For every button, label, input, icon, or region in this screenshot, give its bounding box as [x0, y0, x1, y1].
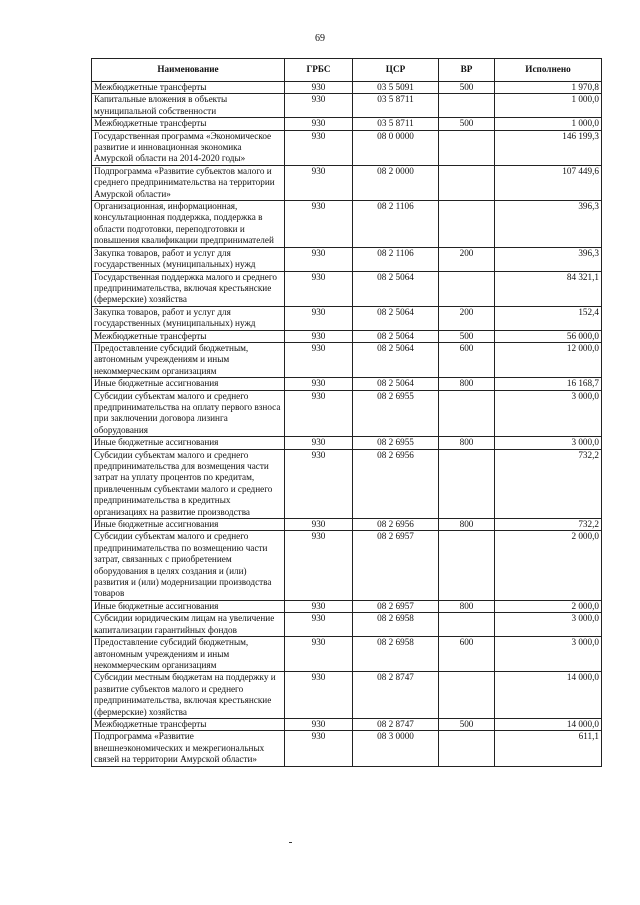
cell-csr: 03 5 5091 [353, 82, 439, 94]
cell-vr: 500 [439, 118, 495, 130]
cell-executed: 152,4 [495, 306, 602, 330]
cell-grbs: 930 [285, 330, 353, 342]
cell-executed: 2 000,0 [495, 531, 602, 600]
cell-vr: 200 [439, 306, 495, 330]
cell-executed: 84 321,1 [495, 271, 602, 306]
table-row [92, 378, 602, 390]
cell-grbs: 930 [285, 531, 353, 600]
cell-vr: 800 [439, 378, 495, 390]
cell-executed: 396,3 [495, 201, 602, 248]
cell-executed: 16 168,7 [495, 378, 602, 390]
cell-vr [439, 271, 495, 306]
cell-name: Иные бюджетные ассигнования [92, 437, 285, 449]
cell-grbs: 930 [285, 449, 353, 518]
header-vr: ВР [439, 59, 495, 82]
table-row [92, 449, 602, 518]
table-row [92, 390, 602, 437]
cell-vr: 200 [439, 247, 495, 271]
cell-grbs: 930 [285, 247, 353, 271]
cell-csr: 08 0 0000 [353, 130, 439, 165]
cell-executed: 12 000,0 [495, 342, 602, 377]
header-executed: Исполнено [495, 59, 602, 82]
cell-executed: 1 000,0 [495, 118, 602, 130]
cell-name: Государственная программа «Экономическое развитие и инновационная экономика Амурской области на 2014-2020 годы» [92, 130, 285, 165]
cell-grbs: 930 [285, 390, 353, 437]
cell-csr: 08 2 1106 [353, 247, 439, 271]
cell-name: Предоставление субсидий бюджетным, автономным учреждениям и иным некоммерческим организациям [92, 637, 285, 672]
cell-vr: 800 [439, 519, 495, 531]
cell-csr: 08 2 0000 [353, 165, 439, 200]
cell-grbs: 930 [285, 437, 353, 449]
table-row [92, 201, 602, 248]
budget-table [91, 58, 602, 767]
cell-csr: 08 2 6955 [353, 437, 439, 449]
table-row [92, 94, 602, 118]
cell-name: Субсидии субъектам малого и среднего предпринимательства на оплату первого взноса при заключении договора лизинга оборудования [92, 390, 285, 437]
cell-grbs: 930 [285, 718, 353, 730]
cell-grbs: 930 [285, 94, 353, 118]
cell-csr: 03 5 8711 [353, 94, 439, 118]
cell-csr: 08 2 5064 [353, 330, 439, 342]
cell-executed: 146 199,3 [495, 130, 602, 165]
cell-executed: 56 000,0 [495, 330, 602, 342]
table-row [92, 247, 602, 271]
cell-executed: 14 000,0 [495, 672, 602, 719]
header-grbs: ГРБС [285, 59, 353, 82]
cell-csr: 08 2 5064 [353, 306, 439, 330]
table-row [92, 731, 602, 766]
cell-vr [439, 201, 495, 248]
cell-name: Субсидии юридическим лицам на увеличение капитализации гарантийных фондов [92, 613, 285, 637]
cell-name: Организационная, информационная, консультационная поддержка, поддержка в области подготовки, переподготовки и повышения квалификации предпринимателей [92, 201, 285, 248]
cell-executed: 396,3 [495, 247, 602, 271]
cell-vr: 600 [439, 637, 495, 672]
cell-vr [439, 449, 495, 518]
cell-vr [439, 531, 495, 600]
cell-vr: 600 [439, 342, 495, 377]
cell-vr [439, 94, 495, 118]
cell-csr: 08 2 6957 [353, 531, 439, 600]
table-row [92, 165, 602, 200]
cell-name: Подпрограмма «Развитие субъектов малого и среднего предпринимательства на территории Амурской области» [92, 165, 285, 200]
cell-name: Закупка товаров, работ и услуг для государственных (муниципальных) нужд [92, 306, 285, 330]
cell-csr: 08 2 6957 [353, 600, 439, 612]
cell-name: Предоставление субсидий бюджетным, автономным учреждениям и иным некоммерческим организациям [92, 342, 285, 377]
table-row [92, 718, 602, 730]
cell-grbs: 930 [285, 306, 353, 330]
table-row [92, 342, 602, 377]
cell-executed: 14 000,0 [495, 718, 602, 730]
cell-csr: 08 2 6958 [353, 637, 439, 672]
scan-mark [289, 842, 292, 843]
cell-executed: 1 970,8 [495, 82, 602, 94]
cell-grbs: 930 [285, 342, 353, 377]
cell-grbs: 930 [285, 613, 353, 637]
table-row [92, 82, 602, 94]
cell-name: Иные бюджетные ассигнования [92, 519, 285, 531]
cell-vr [439, 390, 495, 437]
cell-grbs: 930 [285, 271, 353, 306]
cell-grbs: 930 [285, 201, 353, 248]
cell-csr: 08 2 5064 [353, 378, 439, 390]
cell-grbs: 930 [285, 672, 353, 719]
cell-csr: 03 5 8711 [353, 118, 439, 130]
cell-vr: 500 [439, 330, 495, 342]
cell-csr: 08 2 6956 [353, 519, 439, 531]
header-name: Наименование [92, 59, 285, 82]
table-row [92, 306, 602, 330]
cell-executed: 611,1 [495, 731, 602, 766]
cell-grbs: 930 [285, 165, 353, 200]
cell-grbs: 930 [285, 637, 353, 672]
cell-name: Субсидии субъектам малого и среднего предпринимательства по возмещению части затрат, связанных с приобретением оборудования в целях создания и (или) развития и (или) модернизации производства товаров [92, 531, 285, 600]
cell-csr: 08 2 5064 [353, 342, 439, 377]
cell-name: Субсидии местным бюджетам на поддержку и развитие субъектов малого и среднего предпринимательства, включая крестьянские (фермерские) хозяйства [92, 672, 285, 719]
cell-name: Субсидии субъектам малого и среднего предпринимательства для возмещения части затрат на уплату процентов по кредитам, привлеченным субъектами малого и среднего предпринимательства в кредитных организациях на развитие производства [92, 449, 285, 518]
table-row [92, 637, 602, 672]
cell-executed: 2 000,0 [495, 600, 602, 612]
cell-name: Закупка товаров, работ и услуг для государственных (муниципальных) нужд [92, 247, 285, 271]
table-header-row [92, 59, 602, 82]
table-row [92, 613, 602, 637]
cell-grbs: 930 [285, 82, 353, 94]
cell-name: Межбюджетные трансферты [92, 118, 285, 130]
cell-executed: 107 449,6 [495, 165, 602, 200]
header-csr: ЦСР [353, 59, 439, 82]
table-body [92, 82, 602, 767]
cell-name: Межбюджетные трансферты [92, 718, 285, 730]
cell-grbs: 930 [285, 519, 353, 531]
cell-vr [439, 613, 495, 637]
cell-csr: 08 2 8747 [353, 718, 439, 730]
cell-csr: 08 3 0000 [353, 731, 439, 766]
cell-vr [439, 672, 495, 719]
table-row [92, 118, 602, 130]
cell-csr: 08 2 6956 [353, 449, 439, 518]
page-number: 69 [315, 33, 325, 44]
cell-csr: 08 2 6958 [353, 613, 439, 637]
table-row [92, 330, 602, 342]
cell-grbs: 930 [285, 378, 353, 390]
table-row [92, 271, 602, 306]
cell-vr: 800 [439, 600, 495, 612]
cell-name: Иные бюджетные ассигнования [92, 378, 285, 390]
cell-csr: 08 2 1106 [353, 201, 439, 248]
cell-vr: 500 [439, 82, 495, 94]
cell-name: Государственная поддержка малого и среднего предпринимательства, включая крестьянские (фермерские) хозяйства [92, 271, 285, 306]
cell-executed: 1 000,0 [495, 94, 602, 118]
table-row [92, 437, 602, 449]
cell-name: Межбюджетные трансферты [92, 330, 285, 342]
cell-executed: 732,2 [495, 519, 602, 531]
cell-name: Межбюджетные трансферты [92, 82, 285, 94]
cell-vr [439, 130, 495, 165]
cell-grbs: 930 [285, 600, 353, 612]
cell-executed: 3 000,0 [495, 637, 602, 672]
cell-executed: 3 000,0 [495, 390, 602, 437]
cell-vr [439, 165, 495, 200]
cell-executed: 732,2 [495, 449, 602, 518]
table-row [92, 130, 602, 165]
cell-csr: 08 2 6955 [353, 390, 439, 437]
cell-grbs: 930 [285, 130, 353, 165]
cell-executed: 3 000,0 [495, 613, 602, 637]
table-row [92, 531, 602, 600]
cell-name: Подпрограмма «Развитие внешнеэкономических и межрегиональных связей на территории Амурской области» [92, 731, 285, 766]
cell-vr: 800 [439, 437, 495, 449]
cell-executed: 3 000,0 [495, 437, 602, 449]
cell-grbs: 930 [285, 118, 353, 130]
table-row [92, 600, 602, 612]
cell-vr [439, 731, 495, 766]
cell-csr: 08 2 8747 [353, 672, 439, 719]
cell-name: Иные бюджетные ассигнования [92, 600, 285, 612]
cell-vr: 500 [439, 718, 495, 730]
cell-grbs: 930 [285, 731, 353, 766]
cell-name: Капитальные вложения в объекты муниципальной собственности [92, 94, 285, 118]
cell-csr: 08 2 5064 [353, 271, 439, 306]
table-row [92, 519, 602, 531]
table-row [92, 672, 602, 719]
